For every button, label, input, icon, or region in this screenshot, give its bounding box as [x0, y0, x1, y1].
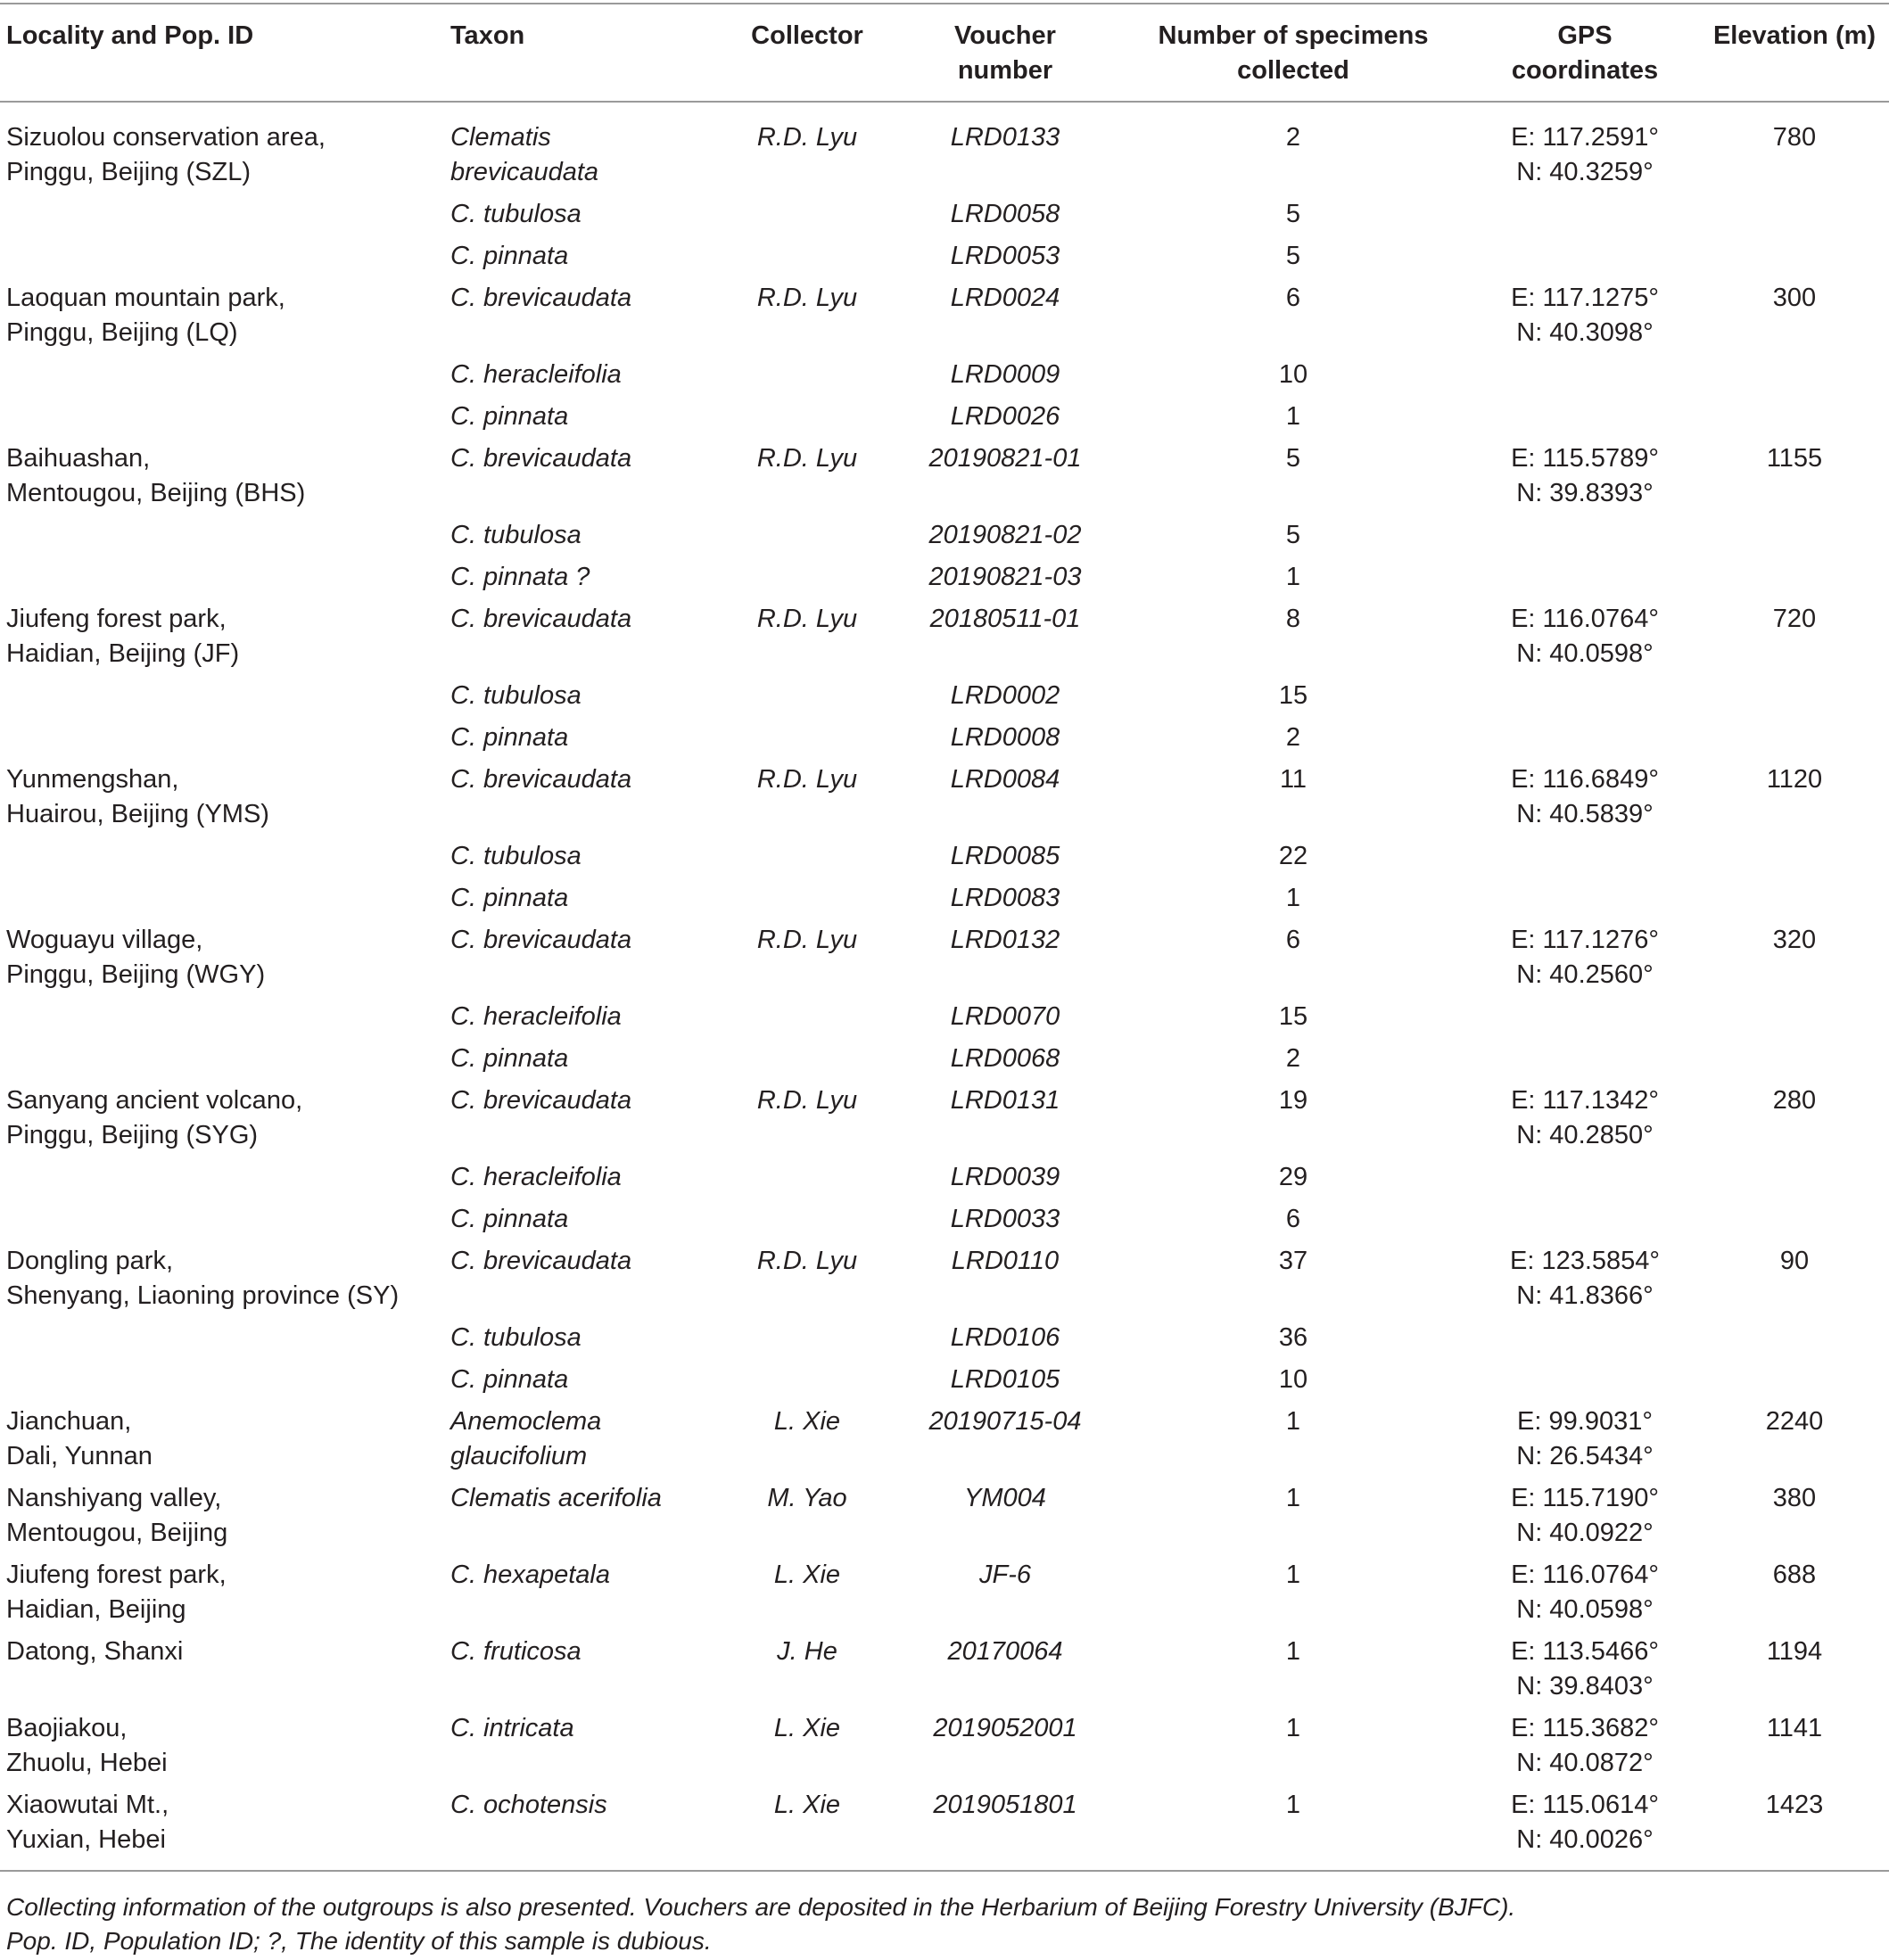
table-row: [0, 556, 1889, 598]
cell-elevation: [1700, 1157, 1889, 1198]
table-row: [0, 235, 1889, 277]
cell-gps: [1470, 556, 1700, 598]
table-row: [0, 438, 1889, 515]
table-row: [0, 996, 1889, 1038]
cell-locality: [0, 194, 444, 235]
cell-taxon: C. brevicaudata: [450, 284, 632, 312]
cell-specimens: 1: [1285, 1407, 1301, 1436]
cell-collector: R.D. Lyu: [756, 123, 858, 152]
cell-collector: R.D. Lyu: [756, 765, 858, 794]
cell-voucher: 2019051801: [894, 1784, 1117, 1871]
cell-gps: [1470, 717, 1700, 759]
table-row: [0, 1317, 1889, 1359]
cell-collector: L. Xie: [773, 1561, 841, 1589]
cell-collector: [721, 194, 894, 235]
cell-gps: [1470, 1359, 1700, 1401]
cell-elevation: [1700, 396, 1889, 438]
cell-gps: E: 117.1342° N: 40.2850°: [1511, 1086, 1659, 1149]
cell-collector: [721, 1317, 894, 1359]
cell-locality: Jiufeng forest park, Haidian, Beijing (JF): [6, 605, 240, 668]
cell-collector: [721, 1359, 894, 1401]
cell-locality: [0, 396, 444, 438]
cell-specimens: 36: [1278, 1323, 1308, 1352]
cell-gps: [1470, 396, 1700, 438]
cell-taxon: Clematis brevicaudata: [450, 123, 599, 186]
cell-locality: Jianchuan, Dali, Yunnan: [6, 1407, 153, 1470]
cell-gps: E: 117.1275° N: 40.3098°: [1511, 284, 1659, 347]
header-gps: GPS coordinates: [1470, 4, 1700, 102]
header-specimens: Number of specimens collected: [1117, 4, 1470, 102]
cell-gps: E: 115.3682° N: 40.0872°: [1511, 1714, 1659, 1777]
cell-voucher: 20190821-03: [928, 563, 1082, 591]
cell-collector: R.D. Lyu: [756, 926, 858, 954]
cell-taxon: C. brevicaudata: [450, 1247, 632, 1275]
table-row: [0, 759, 1889, 836]
cell-gps: E: 117.1276° N: 40.2560°: [1511, 926, 1659, 989]
footnote-line-2: Pop. ID, Population ID; ?, The identity of this sample is dubious.: [6, 1927, 712, 1955]
cell-taxon: C. brevicaudata: [450, 605, 632, 633]
cell-taxon: C. brevicaudata: [450, 926, 632, 954]
cell-taxon: C. tubulosa: [450, 200, 582, 228]
header-collector: Collector: [721, 4, 894, 102]
table-row: [0, 1359, 1889, 1401]
cell-voucher: LRD0105: [950, 1365, 1060, 1394]
cell-gps: [1470, 1198, 1700, 1240]
cell-gps: [1470, 1038, 1700, 1080]
cell-taxon: C. pinnata: [450, 1365, 569, 1394]
cell-specimens: 6: [1285, 926, 1301, 954]
cell-elevation: [1700, 354, 1889, 396]
table-row: [0, 1631, 1889, 1708]
cell-specimens: 1: [1285, 563, 1301, 591]
cell-voucher: LRD0083: [950, 884, 1060, 912]
cell-gps: [1470, 194, 1700, 235]
cell-gps: E: 115.7190° N: 40.0922°: [1511, 1484, 1659, 1547]
cell-taxon: C. pinnata: [450, 242, 569, 270]
cell-locality: [0, 1157, 444, 1198]
cell-taxon: C. brevicaudata: [450, 444, 632, 473]
cell-voucher: JF-6: [979, 1561, 1031, 1589]
cell-locality: Datong, Shanxi: [6, 1637, 184, 1666]
cell-gps: E: 123.5854° N: 41.8366°: [1509, 1247, 1660, 1310]
cell-specimens: 10: [1278, 360, 1308, 389]
cell-elevation: [1700, 556, 1889, 598]
cell-collector: [721, 556, 894, 598]
cell-collector: L. Xie: [773, 1714, 841, 1742]
cell-taxon: C. hexapetala: [450, 1561, 610, 1589]
table-row: [0, 1554, 1889, 1631]
cell-gps: [1470, 836, 1700, 877]
cell-elevation: 1141: [1766, 1714, 1823, 1742]
cell-taxon: C. heracleifolia: [450, 360, 622, 389]
cell-collector: [721, 836, 894, 877]
cell-collector: M. Yao: [767, 1484, 847, 1512]
header-locality: Locality and Pop. ID: [0, 4, 444, 102]
table-row: [0, 1198, 1889, 1240]
cell-locality: [0, 1359, 444, 1401]
table-row: [0, 102, 1889, 194]
table-row: [0, 194, 1889, 235]
cell-elevation: 2240: [1765, 1407, 1824, 1436]
header-voucher: Voucher number: [894, 4, 1117, 102]
cell-taxon: C. tubulosa: [450, 842, 582, 870]
cell-specimens: 15: [1278, 681, 1308, 710]
cell-elevation: [1700, 1317, 1889, 1359]
table-row: [0, 1784, 1889, 1871]
cell-specimens: 5: [1285, 521, 1301, 549]
table-row: [0, 277, 1889, 354]
cell-locality: Baihuashan, Mentougou, Beijing (BHS): [6, 444, 306, 507]
cell-elevation: [1700, 836, 1889, 877]
table-row: [0, 877, 1889, 919]
specimen-table: [0, 3, 1889, 1872]
cell-locality: Woguayu village, Pinggu, Beijing (WGY): [6, 926, 266, 989]
table-row: [0, 1157, 1889, 1198]
cell-taxon: C. pinnata: [450, 402, 569, 431]
cell-locality: Sanyang ancient volcano, Pinggu, Beijing (SYG): [6, 1086, 303, 1149]
cell-taxon: C. heracleifolia: [450, 1002, 622, 1031]
cell-specimens: 37: [1278, 1247, 1308, 1275]
cell-collector: [721, 717, 894, 759]
cell-collector: R.D. Lyu: [756, 1086, 858, 1115]
cell-elevation: 780: [1772, 123, 1817, 152]
cell-voucher: LRD0002: [950, 681, 1060, 710]
cell-elevation: [1700, 235, 1889, 277]
cell-locality: [0, 515, 444, 556]
cell-taxon: C. heracleifolia: [450, 1163, 622, 1191]
cell-elevation: 1155: [1766, 444, 1823, 473]
cell-taxon: C. intricata: [450, 1714, 574, 1742]
cell-taxon: Anemoclema glaucifolium: [450, 1407, 602, 1470]
cell-voucher: 20180511-01: [929, 605, 1081, 633]
cell-gps: [1470, 675, 1700, 717]
cell-collector: R.D. Lyu: [756, 444, 858, 473]
header-elevation: Elevation (m): [1700, 4, 1889, 102]
cell-voucher: 2019052001: [933, 1714, 1077, 1742]
cell-collector: R.D. Lyu: [756, 605, 858, 633]
cell-taxon: Clematis acerifolia: [450, 1484, 662, 1512]
cell-gps: E: 99.9031° N: 26.5434°: [1516, 1407, 1654, 1470]
cell-locality: Xiaowutai Mt., Yuxian, Hebei: [0, 1784, 444, 1871]
cell-specimens: 15: [1278, 1002, 1308, 1031]
cell-elevation: [1700, 717, 1889, 759]
cell-taxon: C. pinnata: [450, 1205, 569, 1233]
cell-locality: [0, 354, 444, 396]
cell-locality: [0, 996, 444, 1038]
table-row: [0, 1401, 1889, 1478]
cell-voucher: LRD0131: [950, 1086, 1060, 1115]
cell-elevation: [1700, 194, 1889, 235]
cell-voucher: LRD0110: [951, 1247, 1060, 1275]
cell-specimens: 1: [1285, 1484, 1301, 1512]
cell-locality: [0, 1038, 444, 1080]
table-row: [0, 1240, 1889, 1317]
table-row: [0, 598, 1889, 675]
cell-voucher: LRD0026: [950, 402, 1060, 431]
cell-locality: Laoquan mountain park, Pinggu, Beijing (LQ): [6, 284, 285, 347]
header-taxon: Taxon: [444, 4, 721, 102]
cell-collector: [721, 675, 894, 717]
cell-voucher: LRD0132: [950, 926, 1060, 954]
cell-collector: R.D. Lyu: [756, 284, 858, 312]
cell-voucher: LRD0068: [950, 1044, 1060, 1073]
cell-elevation: 320: [1772, 926, 1817, 954]
table-row: [0, 1080, 1889, 1157]
cell-locality: [0, 1198, 444, 1240]
table-row: [0, 1708, 1889, 1784]
table-row: [0, 675, 1889, 717]
cell-collector: [721, 877, 894, 919]
cell-specimens: 2: [1285, 723, 1301, 752]
cell-taxon: C. pinnata: [450, 884, 569, 912]
cell-elevation: 1423: [1700, 1784, 1889, 1871]
cell-specimens: 1: [1285, 1637, 1301, 1666]
cell-voucher: 20170064: [947, 1637, 1063, 1666]
cell-specimens: 1: [1285, 402, 1301, 431]
cell-elevation: 90: [1779, 1247, 1810, 1275]
cell-elevation: [1700, 877, 1889, 919]
cell-locality: Yunmengshan, Huairou, Beijing (YMS): [6, 765, 269, 828]
cell-taxon: C. pinnata: [450, 1044, 569, 1073]
cell-collector: [721, 515, 894, 556]
cell-gps: [1470, 996, 1700, 1038]
cell-specimens: 22: [1278, 842, 1308, 870]
cell-elevation: 280: [1772, 1086, 1817, 1115]
cell-elevation: 720: [1772, 605, 1817, 633]
cell-collector: [721, 996, 894, 1038]
table-row: [0, 836, 1889, 877]
cell-collector: [721, 235, 894, 277]
cell-taxon: C. brevicaudata: [450, 765, 632, 794]
cell-specimens: 5: [1285, 242, 1301, 270]
cell-specimens: 1: [1285, 884, 1301, 912]
cell-gps: E: 116.6849° N: 40.5839°: [1511, 765, 1659, 828]
cell-specimens: 2: [1285, 123, 1301, 152]
cell-collector: [721, 354, 894, 396]
cell-specimens: 10: [1278, 1365, 1308, 1394]
cell-voucher: LRD0133: [950, 123, 1060, 152]
cell-voucher: LRD0053: [950, 242, 1060, 270]
cell-voucher: YM004: [964, 1484, 1046, 1512]
cell-collector: L. Xie: [773, 1407, 841, 1436]
cell-elevation: [1700, 515, 1889, 556]
table-row: [0, 515, 1889, 556]
cell-specimens: 5: [1285, 444, 1301, 473]
table-row: [0, 717, 1889, 759]
header-row: [0, 4, 1889, 102]
cell-taxon: C. fruticosa: [450, 1637, 582, 1666]
cell-elevation: [1700, 675, 1889, 717]
cell-gps: [1470, 1317, 1700, 1359]
cell-gps: [1470, 877, 1700, 919]
cell-locality: [0, 235, 444, 277]
footnote-line-1: Collecting information of the outgroups is also presented. Vouchers are deposited in the Herbarium of Beijing Forestry University (BJFC).: [6, 1893, 1516, 1921]
cell-specimens: 29: [1278, 1163, 1308, 1191]
cell-elevation: [1700, 996, 1889, 1038]
cell-elevation: 1120: [1766, 765, 1823, 794]
cell-taxon: C. pinnata ?: [450, 563, 590, 591]
cell-collector: L. Xie: [721, 1784, 894, 1871]
cell-locality: [0, 675, 444, 717]
cell-gps: [1470, 354, 1700, 396]
cell-voucher: LRD0058: [950, 200, 1060, 228]
cell-voucher: LRD0106: [950, 1323, 1060, 1352]
table-row: [0, 396, 1889, 438]
cell-specimens: 1: [1285, 1714, 1301, 1742]
table-body: [0, 102, 1889, 1871]
cell-specimens: 2: [1285, 1044, 1301, 1073]
cell-voucher: LRD0024: [950, 284, 1060, 312]
table-row: [0, 1478, 1889, 1554]
cell-specimens: 1: [1285, 1561, 1301, 1589]
cell-elevation: 1194: [1766, 1637, 1823, 1666]
cell-locality: Jiufeng forest park, Haidian, Beijing: [6, 1561, 227, 1624]
cell-gps: E: 116.0764° N: 40.0598°: [1511, 1561, 1659, 1624]
cell-gps: [1470, 1157, 1700, 1198]
cell-voucher: LRD0085: [950, 842, 1060, 870]
cell-taxon: C. ochotensis: [444, 1784, 721, 1871]
cell-taxon: C. tubulosa: [450, 681, 582, 710]
cell-elevation: [1700, 1038, 1889, 1080]
cell-taxon: C. pinnata: [450, 723, 569, 752]
cell-collector: J. He: [777, 1637, 837, 1666]
cell-specimens: 1: [1117, 1784, 1470, 1871]
cell-collector: [721, 1198, 894, 1240]
cell-voucher: LRD0033: [950, 1205, 1060, 1233]
cell-locality: Sizuolou conservation area, Pinggu, Beijing (SZL): [6, 123, 326, 186]
cell-specimens: 11: [1279, 765, 1307, 794]
cell-gps: E: 113.5466° N: 39.8403°: [1511, 1637, 1659, 1701]
cell-gps: [1470, 235, 1700, 277]
cell-gps: E: 116.0764° N: 40.0598°: [1511, 605, 1659, 668]
cell-gps: E: 115.5789° N: 39.8393°: [1511, 444, 1659, 507]
cell-gps: E: 117.2591° N: 40.3259°: [1511, 123, 1659, 186]
cell-voucher: LRD0039: [950, 1163, 1060, 1191]
cell-locality: Nanshiyang valley, Mentougou, Beijing: [6, 1484, 228, 1547]
cell-specimens: 5: [1285, 200, 1301, 228]
cell-voucher: LRD0070: [950, 1002, 1060, 1031]
table-row: [0, 1038, 1889, 1080]
cell-taxon: C. brevicaudata: [450, 1086, 632, 1115]
cell-voucher: LRD0084: [950, 765, 1060, 794]
cell-elevation: [1700, 1198, 1889, 1240]
cell-taxon: C. tubulosa: [450, 1323, 582, 1352]
cell-locality: [0, 836, 444, 877]
cell-voucher: 20190821-02: [928, 521, 1082, 549]
cell-specimens: 19: [1278, 1086, 1308, 1115]
cell-locality: [0, 717, 444, 759]
cell-voucher: 20190821-01: [928, 444, 1082, 473]
cell-collector: [721, 396, 894, 438]
cell-taxon: C. tubulosa: [450, 521, 582, 549]
cell-specimens: 6: [1285, 284, 1301, 312]
table-footnote: [6, 1890, 1879, 1958]
cell-locality: [0, 1317, 444, 1359]
cell-voucher: LRD0009: [950, 360, 1060, 389]
cell-elevation: 300: [1772, 284, 1817, 312]
cell-elevation: [1700, 1359, 1889, 1401]
table-row: [0, 354, 1889, 396]
cell-collector: R.D. Lyu: [756, 1247, 858, 1275]
cell-gps: E: 115.0614° N: 40.0026°: [1470, 1784, 1700, 1871]
cell-locality: [0, 877, 444, 919]
cell-elevation: 380: [1772, 1484, 1817, 1512]
cell-specimens: 6: [1285, 1205, 1301, 1233]
cell-locality: [0, 556, 444, 598]
cell-gps: [1470, 515, 1700, 556]
cell-collector: [721, 1038, 894, 1080]
cell-voucher: 20190715-04: [928, 1407, 1082, 1436]
cell-locality: Baojiakou, Zhuolu, Hebei: [6, 1714, 168, 1777]
cell-locality: Dongling park, Shenyang, Liaoning province (SY): [6, 1247, 400, 1310]
cell-specimens: 8: [1285, 605, 1301, 633]
cell-voucher: LRD0008: [950, 723, 1060, 752]
cell-elevation: 688: [1772, 1561, 1817, 1589]
table-row: [0, 919, 1889, 996]
cell-collector: [721, 1157, 894, 1198]
